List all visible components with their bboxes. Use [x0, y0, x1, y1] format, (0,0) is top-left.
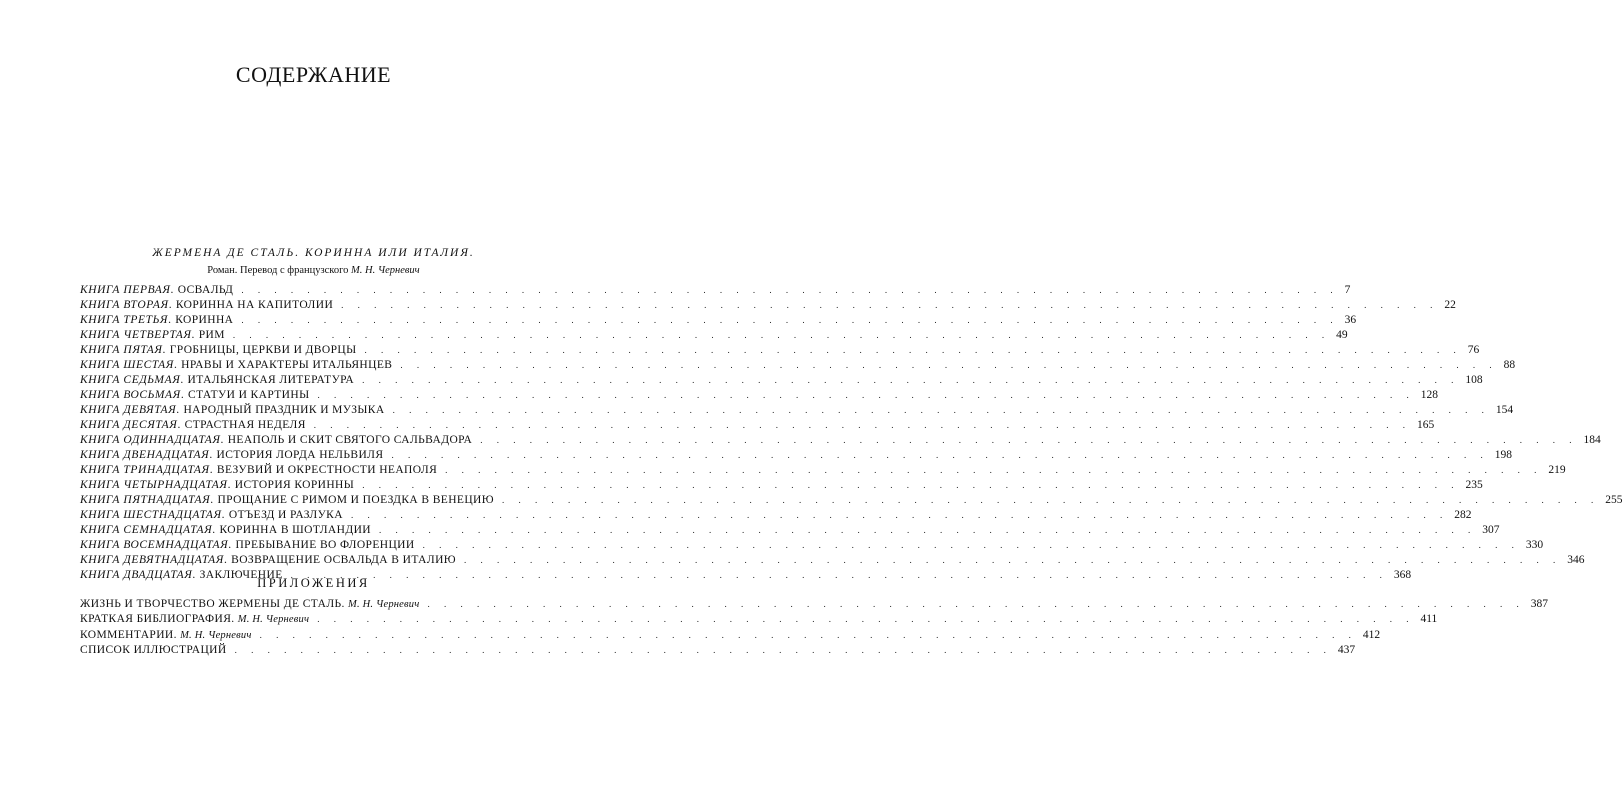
book-title: ОСВАЛЬД — [177, 284, 234, 296]
appendix-item-author: М. Н. Черневич — [348, 599, 420, 610]
book-title: ВОЗВРАЩЕНИЕ ОСВАЛЬДА В ИТАЛИЮ — [231, 554, 457, 566]
toc-row[interactable]: КНИГА ТРИНАДЦАТАЯ. ВЕЗУВИЙ И ОКРЕСТНОСТИ НЕАПОЛЯ . . . . . . . . . . . . . . . . . . . . . . . . . . . . . . . . . . . . . . . . . . . . . . . . . . . . . . . . . . . . . . . . . . . 219 — [80, 464, 1566, 476]
appendix-item-author: М. Н. Черневич — [180, 629, 252, 641]
dot-leader: . . . . . . . . . . . . . . . . . . . . . . . . . . . . . . . . . . . . . . . . . . . . . . . . . . . . . . . . . . . . . . . . . . . — [313, 420, 1412, 430]
book-title: КОРИННА — [175, 314, 234, 326]
page-number: 36 — [1344, 314, 1357, 326]
page-number: 76 — [1467, 344, 1480, 356]
book-number: КНИГА ВОСЬМАЯ — [80, 389, 181, 401]
page-number: 219 — [1548, 464, 1566, 476]
toc-row[interactable]: КНИГА ДЕВЯТНАДЦАТАЯ. ВОЗВРАЩЕНИЕ ОСВАЛЬДА В ИТАЛИЮ . . . . . . . . . . . . . . . . . . . . . . . . . . . . . . . . . . . . . . . . . . . . . . . . . . . . . . . . . . . . . . . . . . . 346 — [80, 554, 1585, 566]
page-number: 198 — [1494, 449, 1512, 461]
dot-leader: . . . . . . . . . . . . . . . . . . . . . . . . . . . . . . . . . . . . . . . . . . . . . . . . . . . . . . . . . . . . . . . . . . . — [391, 450, 1489, 460]
book-title: НАРОДНЫЙ ПРАЗДНИК И МУЗЫКА — [183, 404, 385, 416]
page-number: 346 — [1567, 554, 1585, 566]
book-number: КНИГА ДВЕНАДЦАТАЯ — [80, 449, 210, 461]
book-title: ГРОБНИЦЫ, ЦЕРКВИ И ДВОРЦЫ — [169, 344, 357, 356]
dot-leader: . . . . . . . . . . . . . . . . . . . . . . . . . . . . . . . . . . . . . . . . . . . . . . . . . . . . . . . . . . . . . . . . . . . — [427, 599, 1525, 609]
page-title: СОДЕРЖАНИЕ — [235, 62, 392, 87]
toc-row[interactable]: КНИГА ПЕРВАЯ. ОСВАЛЬД . . . . . . . . . . . . . . . . . . . . . . . . . . . . . . . . . . . . . . . . . . . . . . . . . . . . . . . . . . . . . . . . . . . 7 — [80, 284, 1351, 296]
appendix-row[interactable] — [80, 643, 1356, 658]
dot-leader: . . . . . . . . . . . . . . . . . . . . . . . . . . . . . . . . . . . . . . . . . . . . . . . . . . . . . . . . . . . . . . . . . . . — [241, 315, 1339, 325]
book-number: КНИГА ДВАДЦАТАЯ — [80, 569, 193, 581]
book-title: ОТЪЕЗД И РАЗЛУКА — [228, 509, 343, 521]
dot-leader: . . . . . . . . . . . . . . . . . . . . . . . . . . . . . . . . . . . . . . . . . . . . . . . . . . . . . . . . . . . . . . . . . . . — [400, 360, 1498, 370]
book-number: КНИГА ТРЕТЬЯ — [80, 314, 169, 326]
book-number: КНИГА ШЕСТНАДЦАТАЯ — [80, 509, 222, 521]
page-number: 235 — [1465, 479, 1483, 491]
toc-row[interactable]: КНИГА ДЕСЯТАЯ. СТРАСТНАЯ НЕДЕЛЯ . . . . . . . . . . . . . . . . . . . . . . . . . . . . . . . . . . . . . . . . . . . . . . . . . . . . . . . . . . . . . . . . . . . 165 — [80, 419, 1435, 431]
page-number: 412 — [1362, 628, 1381, 641]
book-title: НЕАПОЛЬ И СКИТ СВЯТОГО САЛЬВАДОРА — [227, 434, 473, 446]
book-title: НРАВЫ И ХАРАКТЕРЫ ИТАЛЬЯНЦЕВ — [181, 359, 393, 371]
page-number: 307 — [1482, 524, 1500, 536]
dot-leader: . . . . . . . . . . . . . . . . . . . . . . . . . . . . . . . . . . . . . . . . . . . . . . . . . . . . . . . . . . . . . . . . . . . — [241, 285, 1339, 295]
book-title: ИСТОРИЯ ЛОРДА НЕЛЬВИЛЯ — [216, 449, 384, 461]
appendix-row[interactable] — [80, 628, 1381, 643]
book-number: КНИГА СЕДЬМАЯ — [80, 374, 181, 386]
toc-row[interactable]: КНИГА ДВЕНАДЦАТАЯ. ИСТОРИЯ ЛОРДА НЕЛЬВИЛЯ . . . . . . . . . . . . . . . . . . . . . . . . . . . . . . . . . . . . . . . . . . . . . . . . . . . . . . . . . . . . . . . . . . . 198 — [80, 449, 1512, 461]
book-title: СТАТУИ И КАРТИНЫ — [188, 389, 310, 401]
dot-leader: . . . . . . . . . . . . . . . . . . . . . . . . . . . . . . . . . . . . . . . . . . . . . . . . . . . . . . . . . . . . . . . . . . . — [362, 480, 1460, 490]
dot-leader: . . . . . . . . . . . . . . . . . . . . . . . . . . . . . . . . . . . . . . . . . . . . . . . . . . . . . . . . . . . . . . . . . . . — [259, 629, 1357, 640]
dot-leader: . . . . . . . . . . . . . . . . . . . . . . . . . . . . . . . . . . . . . . . . . . . . . . . . . . . . . . . . . . . . . . . . . . . — [379, 525, 1477, 535]
page-number: 368 — [1393, 569, 1412, 581]
toc-row[interactable]: КНИГА ОДИННАДЦАТАЯ. НЕАПОЛЬ И СКИТ СВЯТОГО САЛЬВАДОРА . . . . . . . . . . . . . . . . . . . . . . . . . . . . . . . . . . . . . . . . . . . . . . . . . . . . . . . . . . . . . . . . . . . 184 — [80, 434, 1601, 446]
toc-row[interactable]: КНИГА ДВАДЦАТАЯ. ЗАКЛЮЧЕНИЕ . . . . . . . . . . . . . . . . . . . . . . . . . . . . . . . . . . . . . . . . . . . . . . . . . . . . . . . . . . . . . . . . . . . 368 — [80, 569, 1412, 581]
appendix-item-title: КРАТКАЯ БИБЛИОГРАФИЯ. — [80, 613, 235, 626]
dot-leader: . . . . . . . . . . . . . . . . . . . . . . . . . . . . . . . . . . . . . . . . . . . . . . . . . . . . . . . . . . . . . . . . . . . — [422, 540, 1520, 550]
appendix-heading: ПРИЛОЖЕНИЯ — [257, 576, 370, 590]
book-number: КНИГА ОДИННАДЦАТАЯ — [80, 434, 221, 446]
book-number: КНИГА ТРИНАДЦАТАЯ — [80, 464, 210, 476]
toc-row[interactable]: КНИГА ЧЕТВЕРТАЯ. РИМ . . . . . . . . . . . . . . . . . . . . . . . . . . . . . . . . . . . . . . . . . . . . . . . . . . . . . . . . . . . . . . . . . . . 49 — [80, 329, 1348, 341]
page-number: 128 — [1420, 389, 1439, 401]
book-number: КНИГА СЕМНАДЦАТАЯ — [80, 524, 213, 536]
book-title: ПРЕБЫВАНИЕ ВО ФЛОРЕНЦИИ — [235, 539, 415, 551]
toc-row[interactable]: КНИГА ШЕСТАЯ. НРАВЫ И ХАРАКТЕРЫ ИТАЛЬЯНЦЕВ . . . . . . . . . . . . . . . . . . . . . . . . . . . . . . . . . . . . . . . . . . . . . . . . . . . . . . . . . . . . . . . . . . . 88 — [80, 359, 1516, 371]
book-number: КНИГА ПЯТАЯ — [80, 344, 163, 356]
book-title: ИТАЛЬЯНСКАЯ ЛИТЕРАТУРА — [187, 374, 355, 386]
book-title: ИСТОРИЯ КОРИННЫ — [234, 479, 355, 491]
book-number: КНИГА ДЕВЯТНАДЦАТАЯ — [80, 554, 224, 566]
page-number: 154 — [1495, 404, 1514, 416]
toc-row[interactable]: КНИГА СЕДЬМАЯ. ИТАЛЬЯНСКАЯ ЛИТЕРАТУРА . . . . . . . . . . . . . . . . . . . . . . . . . . . . . . . . . . . . . . . . . . . . . . . . . . . . . . . . . . . . . . . . . . . 108 — [80, 374, 1483, 386]
book-number: КНИГА ВТОРАЯ — [80, 299, 169, 311]
book-number: КНИГА ДЕВЯТАЯ — [80, 404, 177, 416]
toc-row[interactable]: КНИГА ШЕСТНАДЦАТАЯ. ОТЪЕЗД И РАЗЛУКА . . . . . . . . . . . . . . . . . . . . . . . . . . . . . . . . . . . . . . . . . . . . . . . . . . . . . . . . . . . . . . . . . . . 282 — [80, 509, 1472, 521]
dot-leader: . . . . . . . . . . . . . . . . . . . . . . . . . . . . . . . . . . . . . . . . . . . . . . . . . . . . . . . . . . . . . . . . . . . — [502, 495, 1600, 505]
dot-leader: . . . . . . . . . . . . . . . . . . . . . . . . . . . . . . . . . . . . . . . . . . . . . . . . . . . . . . . . . . . . . . . . . . . — [317, 390, 1415, 400]
page-number: 184 — [1583, 434, 1601, 446]
book-title: ЗАКЛЮЧЕНИЕ — [199, 569, 283, 581]
page-number: 411 — [1420, 613, 1438, 626]
book-number: КНИГА ДЕСЯТАЯ — [80, 419, 178, 431]
toc-row[interactable]: КНИГА ДЕВЯТАЯ. НАРОДНЫЙ ПРАЗДНИК И МУЗЫКА . . . . . . . . . . . . . . . . . . . . . . . . . . . . . . . . . . . . . . . . . . . . . . . . . . . . . . . . . . . . . . . . . . . 154 — [80, 404, 1514, 416]
page-number: 437 — [1337, 643, 1356, 656]
dot-leader: . . . . . . . . . . . . . . . . . . . . . . . . . . . . . . . . . . . . . . . . . . . . . . . . . . . . . . . . . . . . . . . . . . . — [480, 435, 1578, 445]
book-title: КОРИННА НА КАПИТОЛИИ — [175, 299, 334, 311]
page-number: 22 — [1444, 299, 1456, 311]
toc-row[interactable]: КНИГА ПЯТАЯ. ГРОБНИЦЫ, ЦЕРКВИ И ДВОРЦЫ . . . . . . . . . . . . . . . . . . . . . . . . . . . . . . . . . . . . . . . . . . . . . . . . . . . . . . . . . . . . . . . . . . . 76 — [80, 344, 1480, 356]
book-number: КНИГА ПЯТНАДЦАТАЯ — [80, 494, 211, 506]
dot-leader: . . . . . . . . . . . . . . . . . . . . . . . . . . . . . . . . . . . . . . . . . . . . . . . . . . . . . . . . . . . . . . . . . . . — [341, 300, 1439, 310]
dot-leader: . . . . . . . . . . . . . . . . . . . . . . . . . . . . . . . . . . . . . . . . . . . . . . . . . . . . . . . . . . . . . . . . . . . — [445, 465, 1543, 475]
toc-row[interactable]: КНИГА ВОСЕМНАДЦАТАЯ. ПРЕБЫВАНИЕ ВО ФЛОРЕНЦИИ . . . . . . . . . . . . . . . . . . . . . . . . . . . . . . . . . . . . . . . . . . . . . . . . . . . . . . . . . . . . . . . . . . . 330 — [80, 539, 1544, 551]
dot-leader: . . . . . . . . . . . . . . . . . . . . . . . . . . . . . . . . . . . . . . . . . . . . . . . . . . . . . . . . . . . . . . . . . . . — [350, 510, 1449, 520]
book-title: КОРИННА В ШОТЛАНДИИ — [219, 524, 371, 536]
toc-row[interactable]: КНИГА ТРЕТЬЯ. КОРИННА . . . . . . . . . . . . . . . . . . . . . . . . . . . . . . . . . . . . . . . . . . . . . . . . . . . . . . . . . . . . . . . . . . . 36 — [80, 314, 1357, 326]
book-title: ВЕЗУВИЙ И ОКРЕСТНОСТИ НЕАПОЛЯ — [216, 464, 438, 476]
page-number: 330 — [1525, 539, 1544, 551]
book-title: РИМ — [198, 329, 225, 341]
dot-leader: . . . . . . . . . . . . . . . . . . . . . . . . . . . . . . . . . . . . . . . . . . . . . . . . . . . . . . . . . . . . . . . . . . . — [232, 330, 1331, 340]
appendix-toc — [80, 597, 1548, 658]
dot-leader: . . . . . . . . . . . . . . . . . . . . . . . . . . . . . . . . . . . . . . . . . . . . . . . . . . . . . . . . . . . . . . . . . . . — [464, 555, 1562, 565]
dot-leader: . . . . . . . . . . . . . . . . . . . . . . . . . . . . . . . . . . . . . . . . . . . . . . . . . . . . . . . . . . . . . . . . . . . — [317, 614, 1415, 625]
translator-name: М. Н. Черневич — [351, 265, 420, 276]
book-number: КНИГА ЧЕТВЕРТАЯ — [80, 329, 192, 341]
page-number: 88 — [1503, 359, 1516, 371]
page-number: 7 — [1344, 284, 1351, 296]
book-number: КНИГА ПЕРВАЯ — [80, 284, 171, 296]
dot-leader: . . . . . . . . . . . . . . . . . . . . . . . . . . . . . . . . . . . . . . . . . . . . . . . . . . . . . . . . . . . . . . . . . . . — [362, 375, 1460, 385]
appendix-item-title: СПИСОК ИЛЛЮСТРАЦИЙ — [80, 643, 227, 656]
dot-leader: . . . . . . . . . . . . . . . . . . . . . . . . . . . . . . . . . . . . . . . . . . . . . . . . . . . . . . . . . . . . . . . . . . . — [234, 644, 1332, 655]
dot-leader: . . . . . . . . . . . . . . . . . . . . . . . . . . . . . . . . . . . . . . . . . . . . . . . . . . . . . . . . . . . . . . . . . . . — [290, 570, 1388, 580]
book-title: ПРОЩАНИЕ С РИМОМ И ПОЕЗДКА В ВЕНЕЦИЮ — [217, 494, 494, 506]
page-number: 255 — [1605, 494, 1623, 506]
page-number: 387 — [1530, 598, 1548, 610]
books-toc — [80, 283, 1623, 583]
work-subtitle — [0, 265, 627, 276]
appendix-item-title: ЖИЗНЬ И ТВОРЧЕСТВО ЖЕРМЕНЫ ДЕ СТАЛЬ. — [80, 598, 345, 610]
toc-row[interactable]: КНИГА ВОСЬМАЯ. СТАТУИ И КАРТИНЫ . . . . . . . . . . . . . . . . . . . . . . . . . . . . . . . . . . . . . . . . . . . . . . . . . . . . . . . . . . . . . . . . . . . 128 — [80, 389, 1439, 401]
dot-leader: . . . . . . . . . . . . . . . . . . . . . . . . . . . . . . . . . . . . . . . . . . . . . . . . . . . . . . . . . . . . . . . . . . . — [364, 345, 1462, 355]
appendix-row[interactable] — [80, 612, 1438, 627]
page-number: 49 — [1336, 329, 1348, 341]
book-number: КНИГА ВОСЕМНАДЦАТАЯ — [80, 539, 229, 551]
page-number: 108 — [1465, 374, 1483, 386]
dot-leader: . . . . . . . . . . . . . . . . . . . . . . . . . . . . . . . . . . . . . . . . . . . . . . . . . . . . . . . . . . . . . . . . . . . — [392, 405, 1490, 415]
page-number: 165 — [1417, 419, 1435, 431]
work-title: ЖЕРМЕНА ДЕ СТАЛЬ. КОРИННА ИЛИ ИТАЛИЯ. — [152, 247, 475, 259]
page-number: 282 — [1454, 509, 1472, 521]
book-title: СТРАСТНАЯ НЕДЕЛЯ — [184, 419, 306, 431]
toc-row[interactable]: КНИГА СЕМНАДЦАТАЯ. КОРИННА В ШОТЛАНДИИ . . . . . . . . . . . . . . . . . . . . . . . . . . . . . . . . . . . . . . . . . . . . . . . . . . . . . . . . . . . . . . . . . . . 307 — [80, 524, 1500, 536]
toc-row[interactable]: КНИГА ВТОРАЯ. КОРИННА НА КАПИТОЛИИ . . . . . . . . . . . . . . . . . . . . . . . . . . . . . . . . . . . . . . . . . . . . . . . . . . . . . . . . . . . . . . . . . . . 22 — [80, 299, 1456, 311]
toc-row[interactable]: КНИГА ЧЕТЫРНАДЦАТАЯ. ИСТОРИЯ КОРИННЫ . . . . . . . . . . . . . . . . . . . . . . . . . . . . . . . . . . . . . . . . . . . . . . . . . . . . . . . . . . . . . . . . . . . 235 — [80, 479, 1483, 491]
appendix-item-title: КОММЕНТАРИИ. — [80, 628, 177, 641]
toc-row[interactable]: КНИГА ПЯТНАДЦАТАЯ. ПРОЩАНИЕ С РИМОМ И ПОЕЗДКА В ВЕНЕЦИЮ . . . . . . . . . . . . . . . . . . . . . . . . . . . . . . . . . . . . . . . . . . . . . . . . . . . . . . . . . . . . . . . . . . . 255 — [80, 494, 1623, 506]
work-subtitle-prefix: Роман. Перевод с французского — [207, 265, 352, 276]
appendix-item-author: М. Н. Черневич — [237, 614, 310, 626]
book-number: КНИГА ЧЕТЫРНАДЦАТАЯ — [80, 479, 228, 491]
appendix-row[interactable] — [80, 597, 1548, 612]
book-number: КНИГА ШЕСТАЯ — [80, 359, 174, 371]
